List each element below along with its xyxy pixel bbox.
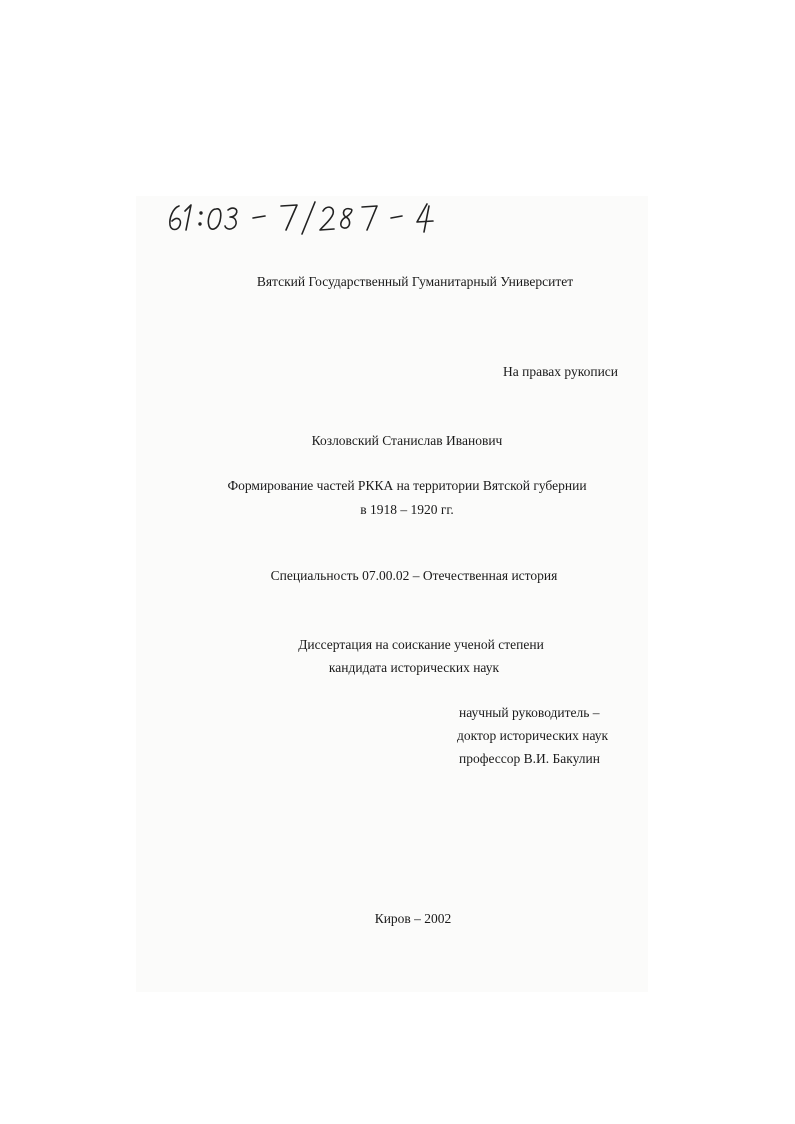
specialty: Специальность 07.00.02 – Отечественная история: [270, 568, 558, 583]
dissertation-title-line-2: в 1918 – 1920 гг.: [360, 502, 454, 517]
dissertation-title-line-1: Формирование частей РККА на территории Вятской губернии: [227, 478, 587, 493]
author-name: Козловский Станислав Иванович: [311, 433, 503, 448]
handwritten-code: [165, 194, 455, 238]
supervisor-name: профессор В.И. Бакулин: [459, 751, 600, 766]
supervisor-degree: доктор исторических наук: [457, 728, 609, 743]
place-and-year: Киров – 2002: [374, 911, 452, 926]
degree-line-1: Диссертация на соискание ученой степени: [298, 637, 544, 652]
university-name: Вятский Государственный Гуманитарный Университет: [256, 274, 574, 289]
degree-line-2: кандидата исторических наук: [328, 660, 500, 675]
supervisor-role: научный руководитель –: [459, 705, 600, 720]
manuscript-rights-note: На правах рукописи: [503, 364, 619, 379]
scan-background: [136, 196, 648, 992]
